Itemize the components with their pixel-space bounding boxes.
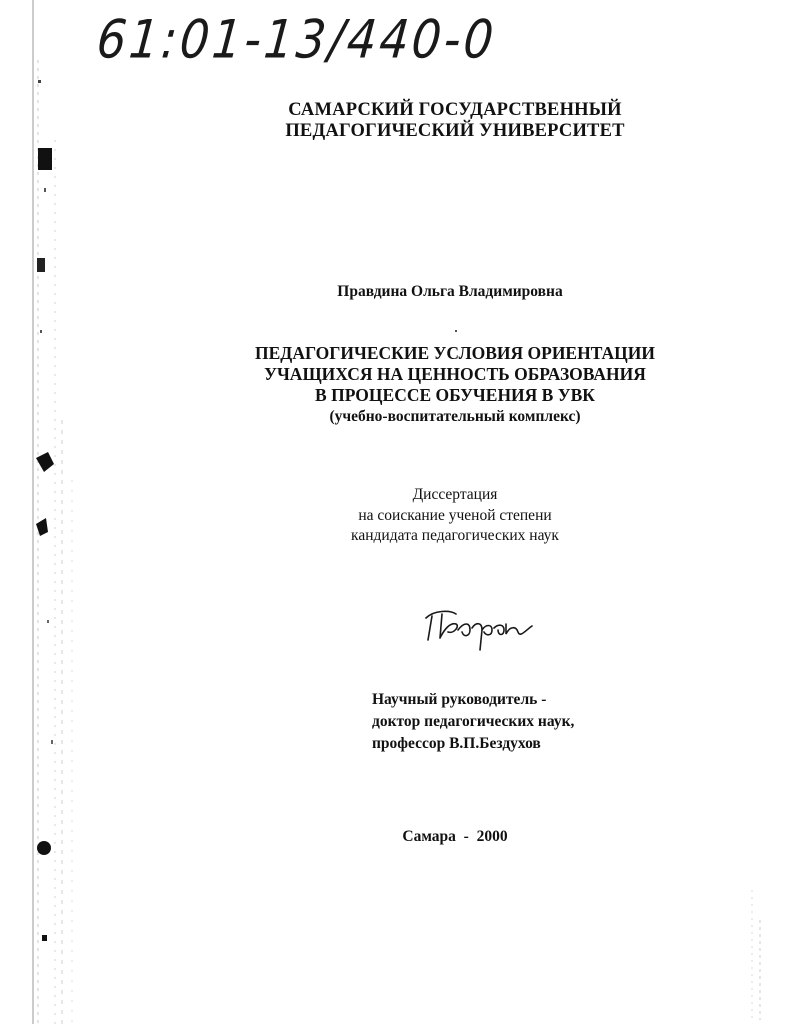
degree-statement: [150, 485, 760, 547]
degree-line-3: кандидата педагогических наук: [351, 527, 559, 544]
scan-noise-right: [740, 890, 780, 1020]
dissertation-title: [150, 343, 760, 427]
archive-code-handwritten: 61:01-13/440-0: [94, 8, 499, 71]
scan-edge-artifacts: [0, 0, 80, 1024]
title-line-2: УЧАЩИХСЯ НА ЦЕННОСТЬ ОБРАЗОВАНИЯ: [264, 364, 646, 384]
author-signature: [420, 600, 540, 660]
supervisor-line-1: Научный руководитель -: [372, 691, 547, 708]
title-line-3: В ПРОЦЕССЕ ОБУЧЕНИЯ В УВК: [315, 385, 595, 405]
scan-dot: [455, 330, 457, 332]
title-subtitle: (учебно-воспитательный комплекс): [329, 408, 581, 425]
university-line-1: САМАРСКИЙ ГОСУДАРСТВЕННЫЙ: [288, 100, 622, 120]
degree-line-2: на соискание ученой степени: [358, 506, 552, 524]
university-line-2: ПЕДАГОГИЧЕСКИЙ УНИВЕРСИТЕТ: [285, 121, 625, 141]
degree-line-1: Диссертация: [412, 486, 498, 503]
scientific-supervisor: [372, 689, 574, 755]
university-name: [160, 100, 750, 142]
city-and-year: Самара - 2000: [402, 828, 508, 845]
title-line-1: ПЕДАГОГИЧЕСКИЕ УСЛОВИЯ ОРИЕНТАЦИИ: [255, 343, 655, 363]
supervisor-line-3: профессор В.П.Бездухов: [372, 735, 541, 752]
author-name: Правдина Ольга Владимировна: [337, 283, 563, 300]
supervisor-line-2: доктор педагогических наук,: [372, 713, 575, 730]
